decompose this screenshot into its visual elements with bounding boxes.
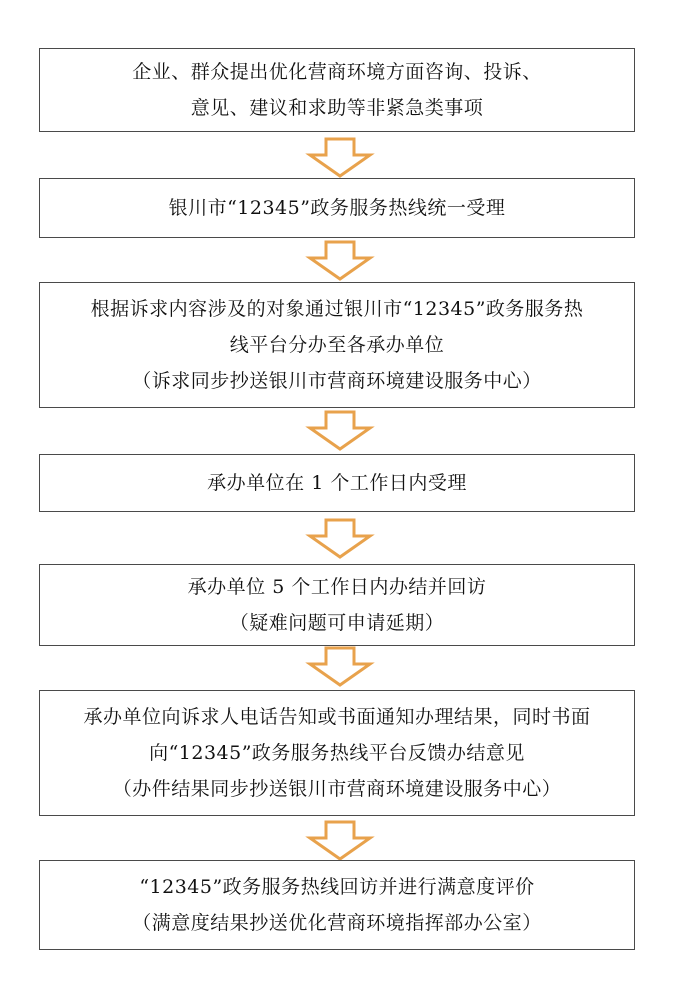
down-arrow-icon	[300, 518, 380, 560]
step-text-line: 意见、建议和求助等非紧急类事项	[190, 97, 484, 119]
flow-step-3-dispatch	[39, 282, 635, 408]
step-text-line: 线平台分办至各承办单位	[229, 334, 445, 356]
step-text-line: （办件结果同步抄送银川市营商环境建设服务中心）	[112, 778, 562, 800]
step-text-line: 承办单位 5 个工作日内办结并回访	[187, 576, 487, 598]
step-text-line: （诉求同步抄送银川市营商环境建设服务中心）	[132, 370, 542, 392]
step-text-line: 向“12345”政务服务热线平台反馈办结意见	[149, 742, 525, 764]
down-arrow-icon	[300, 410, 380, 452]
flow-step-6-notify-result	[39, 690, 635, 816]
step-text-line: “12345”政务服务热线回访并进行满意度评价	[139, 876, 535, 898]
flow-step-1-submit-request	[39, 48, 635, 132]
down-arrow-icon	[300, 820, 380, 862]
step-text-line: 银川市“12345”政务服务热线统一受理	[168, 197, 506, 219]
step-text-line: （疑难问题可申请延期）	[229, 612, 445, 634]
down-arrow-icon	[300, 137, 380, 179]
step-text-line: 承办单位向诉求人电话告知或书面通知办理结果，同时书面	[83, 706, 591, 728]
step-text-line: 企业、群众提出优化营商环境方面咨询、投诉、	[132, 61, 542, 83]
flow-step-2-hotline-accept	[39, 178, 635, 238]
down-arrow-icon	[300, 240, 380, 282]
flow-step-7-satisfaction-review	[39, 860, 635, 950]
step-text-line: 根据诉求内容涉及的对象通过银川市“12345”政务服务热	[90, 298, 584, 320]
step-text-line: （满意度结果抄送优化营商环境指挥部办公室）	[132, 912, 542, 934]
down-arrow-icon	[300, 646, 380, 688]
flow-step-4-accept-in-1-day	[39, 454, 635, 512]
step-text-line: 承办单位在 1 个工作日内受理	[207, 472, 467, 494]
flow-step-5-resolve-in-5-days	[39, 564, 635, 646]
